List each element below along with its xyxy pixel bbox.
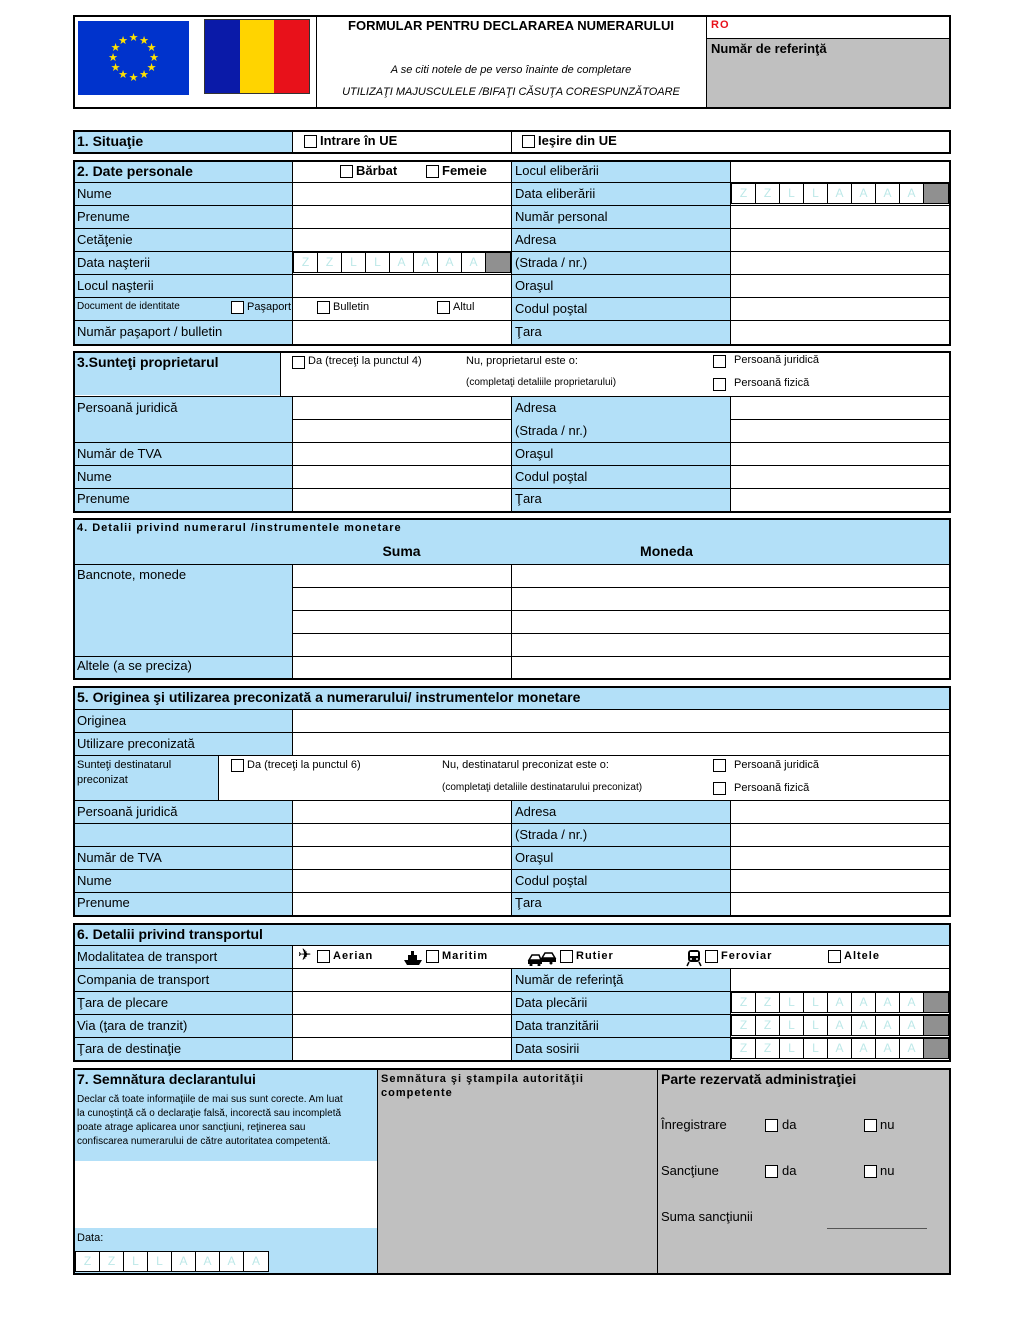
passport-checkbox[interactable] [231,301,244,314]
street-label: (Strada / nr.) [515,255,588,270]
svg-text:★: ★ [128,71,139,84]
birth-date-label: Data naşterii [77,255,150,270]
country-code: RO [711,19,730,31]
penalty-no-checkbox[interactable] [864,1165,877,1178]
departure-country-label: Ţara de plecare [77,995,169,1010]
owner-legal-checkbox[interactable] [713,355,726,368]
svg-text:★: ★ [128,31,139,44]
transport-mode-label: Modalitatea de transport [77,949,218,964]
birth-place-label: Locul naşterii [77,278,154,293]
id-card-checkbox[interactable] [317,301,330,314]
air-checkbox[interactable] [317,950,330,963]
svg-text:★: ★ [146,61,157,74]
owner-address-label: Adresa [515,400,557,415]
transit-date-field[interactable]: Z Z L L A A A A [731,1015,949,1036]
recipient-city-label: Oraşul [515,850,554,865]
recipient-yes-checkbox[interactable] [231,759,244,772]
recipient-no-note: (completaţi detaliile destinatarului preconizat) [442,782,643,793]
signature-date-label: Data: [77,1232,104,1244]
recipient-natural-label: Persoană fizică [734,782,810,794]
recipient-legal-label: Persoană juridică [734,759,819,771]
recipient-legal-entity-label: Persoană juridică [77,804,178,819]
reference-number-field[interactable] [707,58,949,107]
female-checkbox[interactable] [426,165,439,178]
registration-yes-checkbox[interactable] [765,1119,778,1132]
recipient-last-name-field[interactable] [293,870,511,892]
sea-label: Maritim [442,950,489,962]
airplane-icon: ✈ [298,947,312,964]
citizenship-field[interactable] [293,229,511,251]
owner-country-label: Ţara [515,491,542,506]
city-field[interactable] [731,275,949,297]
owner-vat-label: Număr de TVA [77,446,162,461]
departure-date-field[interactable]: Z Z L L A A A A [731,992,949,1013]
penalty-no-label: nu [880,1163,895,1178]
svg-text:★: ★ [139,68,149,81]
admin-section-title: Parte rezervată administraţiei [661,1071,857,1087]
owner-postal-code-label: Codul poştal [515,469,588,484]
owner-first-name-label: Prenume [77,491,130,506]
svg-text:★: ★ [149,51,159,64]
destination-country-field[interactable] [293,1038,511,1060]
cash-amount-field[interactable] [293,565,511,679]
penalty-amount-label: Suma sancţiunii [661,1209,753,1224]
car-icon [527,952,557,971]
declarant-signature-field[interactable] [75,1162,377,1227]
svg-text:★: ★ [146,41,157,54]
transport-company-field[interactable] [293,969,511,991]
recipient-country-field[interactable] [731,893,949,915]
arrival-date-field[interactable]: Z Z L L A A A A [731,1038,949,1059]
personal-number-field[interactable] [731,206,949,228]
transit-country-field[interactable] [293,1015,511,1037]
recipient-address-label: Adresa [515,804,557,819]
instructions-note: A se citi notele de pe verso înainte de completare [390,64,632,76]
exit-eu-label: Ieşire din UE [538,133,617,148]
section-3-title: 3.Sunteţi proprietarul [77,354,219,370]
recipient-address-field[interactable] [731,801,949,846]
owner-address-field[interactable] [731,397,949,442]
destination-country-label: Ţara de destinaţie [77,1041,182,1056]
recipient-no-label: Nu, destinatarul preconizat este o: [442,759,609,771]
sea-checkbox[interactable] [426,950,439,963]
other-document-checkbox[interactable] [437,301,450,314]
declaration-line-4: confiscarea numerarului de către autoritatea competentă. [77,1136,331,1147]
owner-first-name-field[interactable] [293,489,511,511]
transit-country-label: Via (ţara de tranzit) [77,1018,188,1033]
last-name-label: Nume [77,186,112,201]
entry-eu-checkbox[interactable] [304,135,317,148]
other-transport-checkbox[interactable] [828,950,841,963]
section-2-title: 2. Date personale [77,163,193,179]
owner-legal-entity-label: Persoană juridică [77,400,178,415]
declaration-line-3: poate atrage aplicarea unor sancţiuni, reţinerea sau [77,1122,306,1133]
origin-field[interactable] [293,710,949,732]
id-card-label: Bulletin [333,301,370,313]
recipient-first-name-label: Prenume [77,895,130,910]
female-label: Femeie [442,163,487,178]
owner-postal-code-field[interactable] [731,466,949,488]
eu-flag-icon [78,21,189,95]
intended-use-label: Utilizare preconizată [77,736,195,751]
owner-natural-checkbox[interactable] [713,378,726,391]
recipient-yes-label: Da (treceţi la punctul 6) [247,759,361,771]
issue-date-field[interactable]: Z Z L L A A A A [731,183,949,204]
owner-street-label: (Strada / nr.) [515,423,588,438]
cash-currency-field[interactable] [512,565,949,679]
recipient-question: Sunteţi destinatarul [77,759,172,771]
owner-last-name-label: Nume [77,469,112,484]
section-1-title: 1. Situaţie [77,133,144,149]
svg-text:★: ★ [139,34,149,47]
citizenship-label: Cetăţenie [77,232,133,247]
recipient-legal-checkbox[interactable] [713,759,726,772]
recipient-postal-code-label: Codul poştal [515,873,588,888]
ship-icon [402,950,424,971]
first-name-label: Prenume [77,209,130,224]
issue-place-field[interactable] [731,161,949,182]
owner-city-field[interactable] [731,443,949,465]
recipient-legal-entity-field[interactable] [293,801,511,846]
recipient-postal-code-field[interactable] [731,870,949,892]
address-label: Adresa [515,232,557,247]
owner-yes-label: Da (treceţi la punctul 4) [308,355,422,367]
transport-company-label: Compania de transport [77,972,210,987]
passport-number-field[interactable] [293,321,511,344]
recipient-first-name-field[interactable] [293,893,511,915]
first-name-field[interactable] [293,206,511,228]
postal-code-label: Codul poştal [515,301,588,316]
male-label: Bărbat [356,163,398,178]
reference-number-label: Număr de referinţă [711,41,827,56]
owner-legal-entity-field[interactable] [293,397,511,442]
authority-signature-label-cont: competente [381,1087,453,1099]
arrival-date-label: Data sosirii [515,1041,580,1056]
owner-no-note: (completaţi detaliile proprietarului) [466,377,617,388]
banknotes-label: Bancnote, monede [77,567,187,582]
transport-reference-field[interactable] [731,969,949,991]
male-checkbox[interactable] [340,165,353,178]
postal-code-field[interactable] [731,298,949,320]
recipient-country-label: Ţara [515,895,542,910]
origin-label: Originea [77,713,127,728]
declaration-line-1: Declar că toate informaţiile de mai sus sunt corecte. Am luat [77,1094,343,1105]
penalty-label: Sancţiune [661,1163,719,1178]
transit-date-label: Data tranzitării [515,1018,599,1033]
recipient-last-name-label: Nume [77,873,112,888]
owner-no-label: Nu, proprietarul este o: [466,355,578,367]
recipient-question-cont: preconizat [77,774,128,786]
svg-text:★: ★ [110,41,121,54]
svg-text:★: ★ [118,68,128,81]
road-label: Rutier [576,950,614,962]
currency-header: Moneda [640,543,693,559]
recipient-natural-checkbox[interactable] [713,782,726,795]
address-field[interactable] [731,229,949,274]
signature-date-field[interactable]: Z Z L L A A A A [75,1251,269,1272]
other-transport-label: Altele [844,950,880,962]
registration-yes-label: da [782,1117,797,1132]
owner-vat-field[interactable] [293,443,511,465]
form-title: FORMULAR PENTRU DECLARAREA NUMERARULUI [348,18,674,33]
rail-checkbox[interactable] [705,950,718,963]
registration-no-label: nu [880,1117,895,1132]
owner-legal-label: Persoană juridică [734,354,819,366]
road-checkbox[interactable] [560,950,573,963]
registration-label: Înregistrare [661,1117,727,1132]
passport-number-label: Număr paşaport / bulletin [77,324,223,339]
romania-flag-icon [204,19,310,94]
owner-last-name-field[interactable] [293,466,511,488]
section-4-title: 4. Detalii privind numerarul /instrumentele monetare [77,522,402,534]
recipient-vat-field[interactable] [293,847,511,869]
intended-use-field[interactable] [293,733,949,755]
train-icon [685,949,703,972]
svg-text:★: ★ [108,51,118,64]
last-name-field[interactable] [293,183,511,205]
rail-label: Feroviar [721,950,773,962]
amount-header: Suma [382,543,421,559]
caps-note: UTILIZAŢI MAJUSCULELE /BIFAŢI CĂSUŢA CORESPUNZĂTOARE [342,86,680,98]
penalty-yes-label: da [782,1163,797,1178]
svg-text:★: ★ [118,34,128,47]
penalty-yes-checkbox[interactable] [765,1165,778,1178]
other-document-label: Altul [453,301,475,313]
recipient-street-label: (Strada / nr.) [515,827,588,842]
country-field[interactable] [731,321,949,344]
registration-no-checkbox[interactable] [864,1119,877,1132]
section-7-title: 7. Semnătura declarantului [77,1071,256,1087]
id-document-label: Document de identitate [77,301,180,312]
city-label: Oraşul [515,278,554,293]
birth-date-field[interactable]: Z Z L L A A A A [293,252,511,273]
birth-place-field[interactable] [293,275,511,297]
section-6-title: 6. Detalii privind transportul [77,926,263,942]
issue-date-label: Data eliberării [515,186,596,201]
other-instruments-label: Altele (a se preciza) [77,658,192,673]
entry-eu-label: Intrare în UE [320,133,398,148]
recipient-city-field[interactable] [731,847,949,869]
declaration-line-2: la cunoştinţă că o declaraţie falsă, incorectă sau incompletă [77,1108,342,1119]
penalty-amount-line[interactable] [827,1228,927,1229]
recipient-vat-label: Număr de TVA [77,850,162,865]
passport-label: Paşaport [247,301,292,313]
departure-country-field[interactable] [293,992,511,1014]
owner-country-field[interactable] [731,489,949,511]
issue-place-label: Locul eliberării [515,163,599,178]
svg-text:★: ★ [110,61,121,74]
authority-signature-label: Semnătura şi ştampila autorităţii [381,1073,584,1085]
owner-city-label: Oraşul [515,446,554,461]
transport-reference-label: Număr de referinţă [515,972,624,987]
exit-eu-checkbox[interactable] [522,135,535,148]
departure-date-label: Data plecării [515,995,588,1010]
owner-natural-label: Persoană fizică [734,377,810,389]
air-label: Aerian [333,950,374,962]
personal-number-label: Număr personal [515,209,608,224]
owner-yes-checkbox[interactable] [292,356,305,369]
country-label: Ţara [515,324,542,339]
section-5-title: 5. Originea şi utilizarea preconizată a numerarului/ instrumentelor monetare [77,689,581,705]
